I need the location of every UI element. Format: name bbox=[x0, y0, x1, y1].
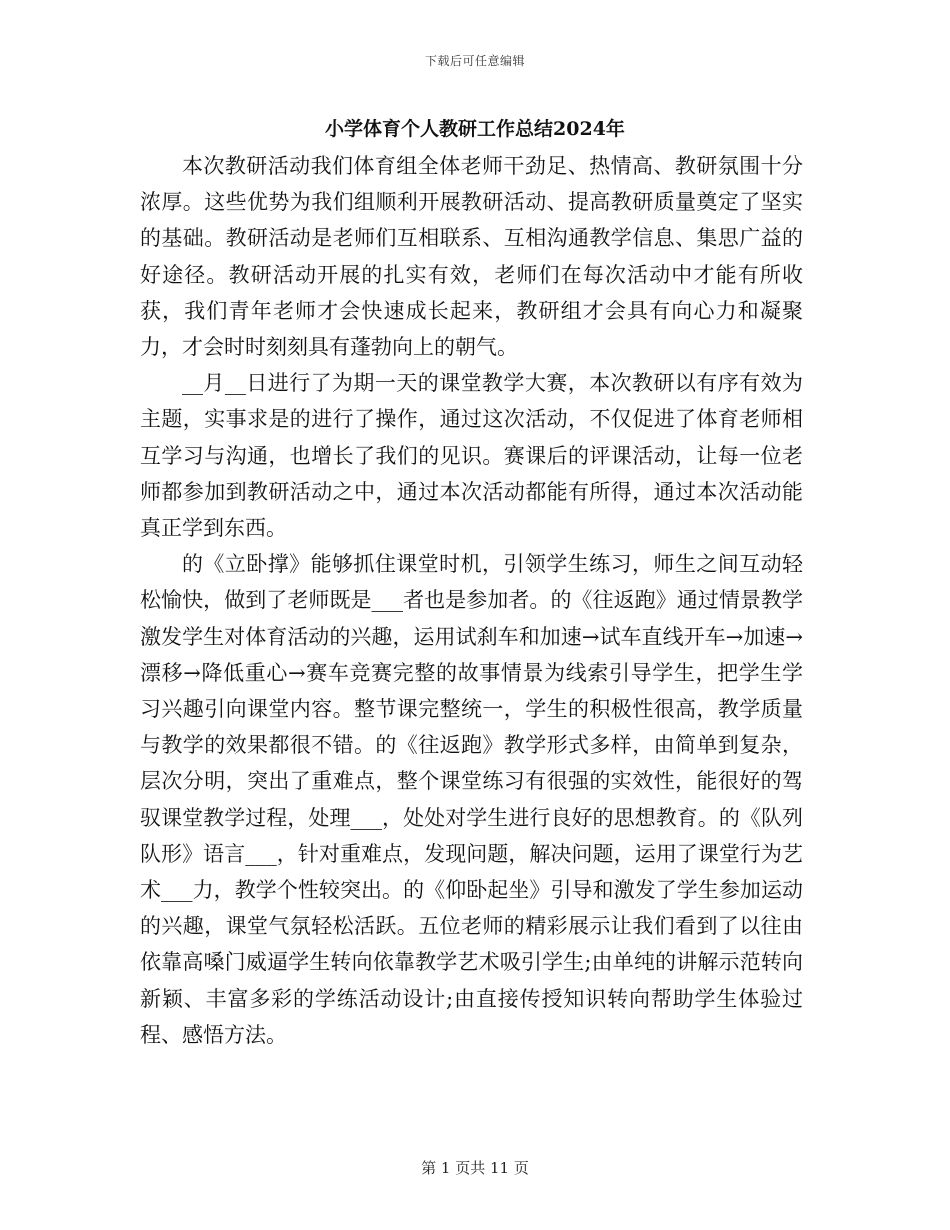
document-body bbox=[140, 148, 803, 1053]
paragraph-2: __月__日进行了为期一天的课堂教学大赛，本次教研以有序有效为主题，实事求是的进行了操作，通过这次活动，不仅促进了体育老师相互学习与沟通，也增长了我们的见识。赛课后的评课活动，让每一位老师都参加到教研活动之中，通过本次活动都能有所得，通过本次活动能真正学到东西。 bbox=[140, 371, 803, 541]
paragraph-3: 的《立卧撑》能够抓住课堂时机，引领学生练习，师生之间互动轻松愉快，做到了老师既是___者也是参加者。的《往返跑》通过情景教学激发学生对体育活动的兴趣，运用试刹车和加速→试车直线开车→加速→漂移→降低重心→赛车竞赛完整的故事情景为线索引导学生，把学生学习兴趣引向课堂内容。整节课完整统一，学生的积极性很高，教学质量与教学的效果都很不错。的《往返跑》教学形式多样，由简单到复杂，层次分明，突出了重难点，整个课堂练习有很强的实效性，能很好的驾驭课堂教学过程，处理___，处处对学生进行良好的思想教育。的《队列队形》语言___，针对重难点，发现问题，解决问题，运用了课堂行为艺术___力，教学个性较突出。的《仰卧起坐》引导和激发了学生参加运动的兴趣，课堂气氛轻松活跃。五位老师的精彩展示让我们看到了以往由依靠高嗓门威逼学生转向依靠教学艺术吸引学生;由单纯的讲解示范转向新颖、丰富多彩的学练活动设计;由直接传授知识转向帮助学生体验过程、感悟方法。 bbox=[140, 552, 803, 1047]
page-number: 第 1 页共 11 页 bbox=[421, 1159, 529, 1177]
paragraph-1: 本次教研活动我们体育组全体老师干劲足、热情高、教研氛围十分浓厚。这些优势为我们组顺利开展教研活动、提高教研质量奠定了坚实的基础。教研活动是老师们互相联系、互相沟通教学信息、集思广益的好途径。教研活动开展的扎实有效，老师们在每次活动中才能有所收获，我们青年老师才会快速成长起来，教研组才会具有向心力和凝聚力，才会时时刻刻具有蓬勃向上的朝气。 bbox=[140, 154, 803, 360]
page-header-note: 下载后可任意编辑 bbox=[424, 54, 525, 68]
document-title: 小学体育个人教研工作总结2024年 bbox=[325, 118, 625, 140]
